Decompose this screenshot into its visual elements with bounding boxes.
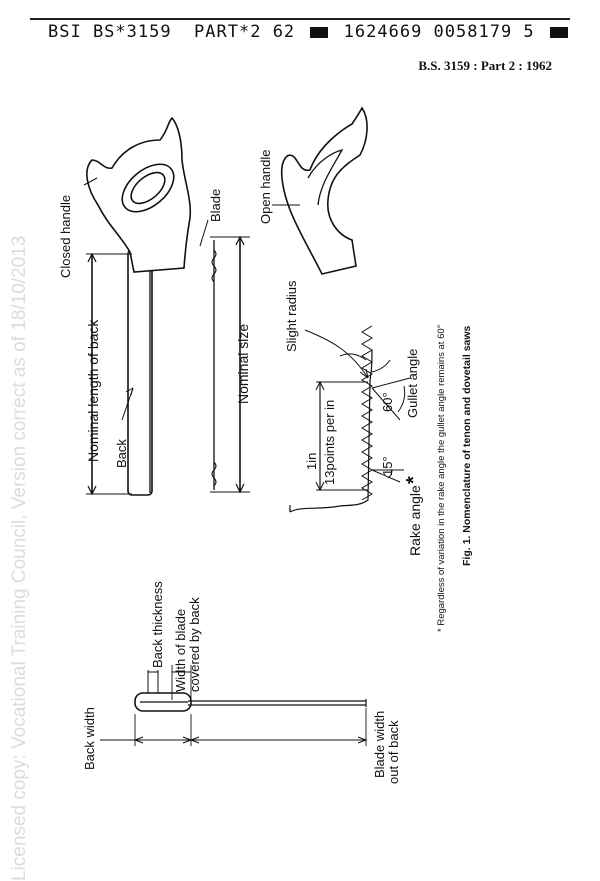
label-width-covered: Width of blade [173,608,188,692]
label-back: Back [114,439,129,468]
label-width-covered-2: covered by back [187,597,202,692]
label-back-thickness: Back thickness [150,581,165,668]
label-back-width: Back width [82,707,97,770]
figure-caption: Fig. 1. Nomenclature of tenon and dovetail saws [461,325,473,566]
code-right: 1624669 0058179 5 [343,22,535,42]
teeth-profile [362,326,372,500]
label-rake-angle: Rake angle [407,485,423,556]
label-nominal-length: Nominal length of back [85,319,101,462]
open-handle [282,108,367,274]
label-closed-handle: Closed handle [58,194,73,278]
saw-back [128,250,152,495]
label-slight-radius: Slight radius [284,280,299,352]
label-rake-degrees: 15° [380,456,395,476]
label-asterisk: * [403,476,425,484]
label-nominal-size: Nominal size [235,323,251,404]
standard-reference: B.S. 3159 : Part 2 : 1962 [418,58,552,73]
leader-slight-radius [305,330,368,378]
label-gullet-angle: Gullet angle [405,348,420,418]
label-points-per-in: 13points per in [322,399,337,485]
saw-blade [150,240,214,493]
closed-handle [87,118,190,272]
leader-blade [200,220,208,246]
label-open-handle: Open handle [258,149,273,224]
label-blade: Blade [208,188,223,222]
label-one-inch: 1in [304,452,319,470]
label-blade-width: Blade width [372,710,387,778]
footnote: * Regardless of variation in the rake angle the gullet angle remains at 60° [436,324,447,632]
section-blade [188,701,366,705]
watermark-left: Licensed copy: Vocational Training Council, Version correct as of 18/10/2013 [9,235,30,881]
code-left: BSI BS*3159 PART*2 62 [48,22,296,42]
label-blade-width-2: out of back [386,720,401,784]
label-gullet-degrees: 60° [380,392,395,412]
